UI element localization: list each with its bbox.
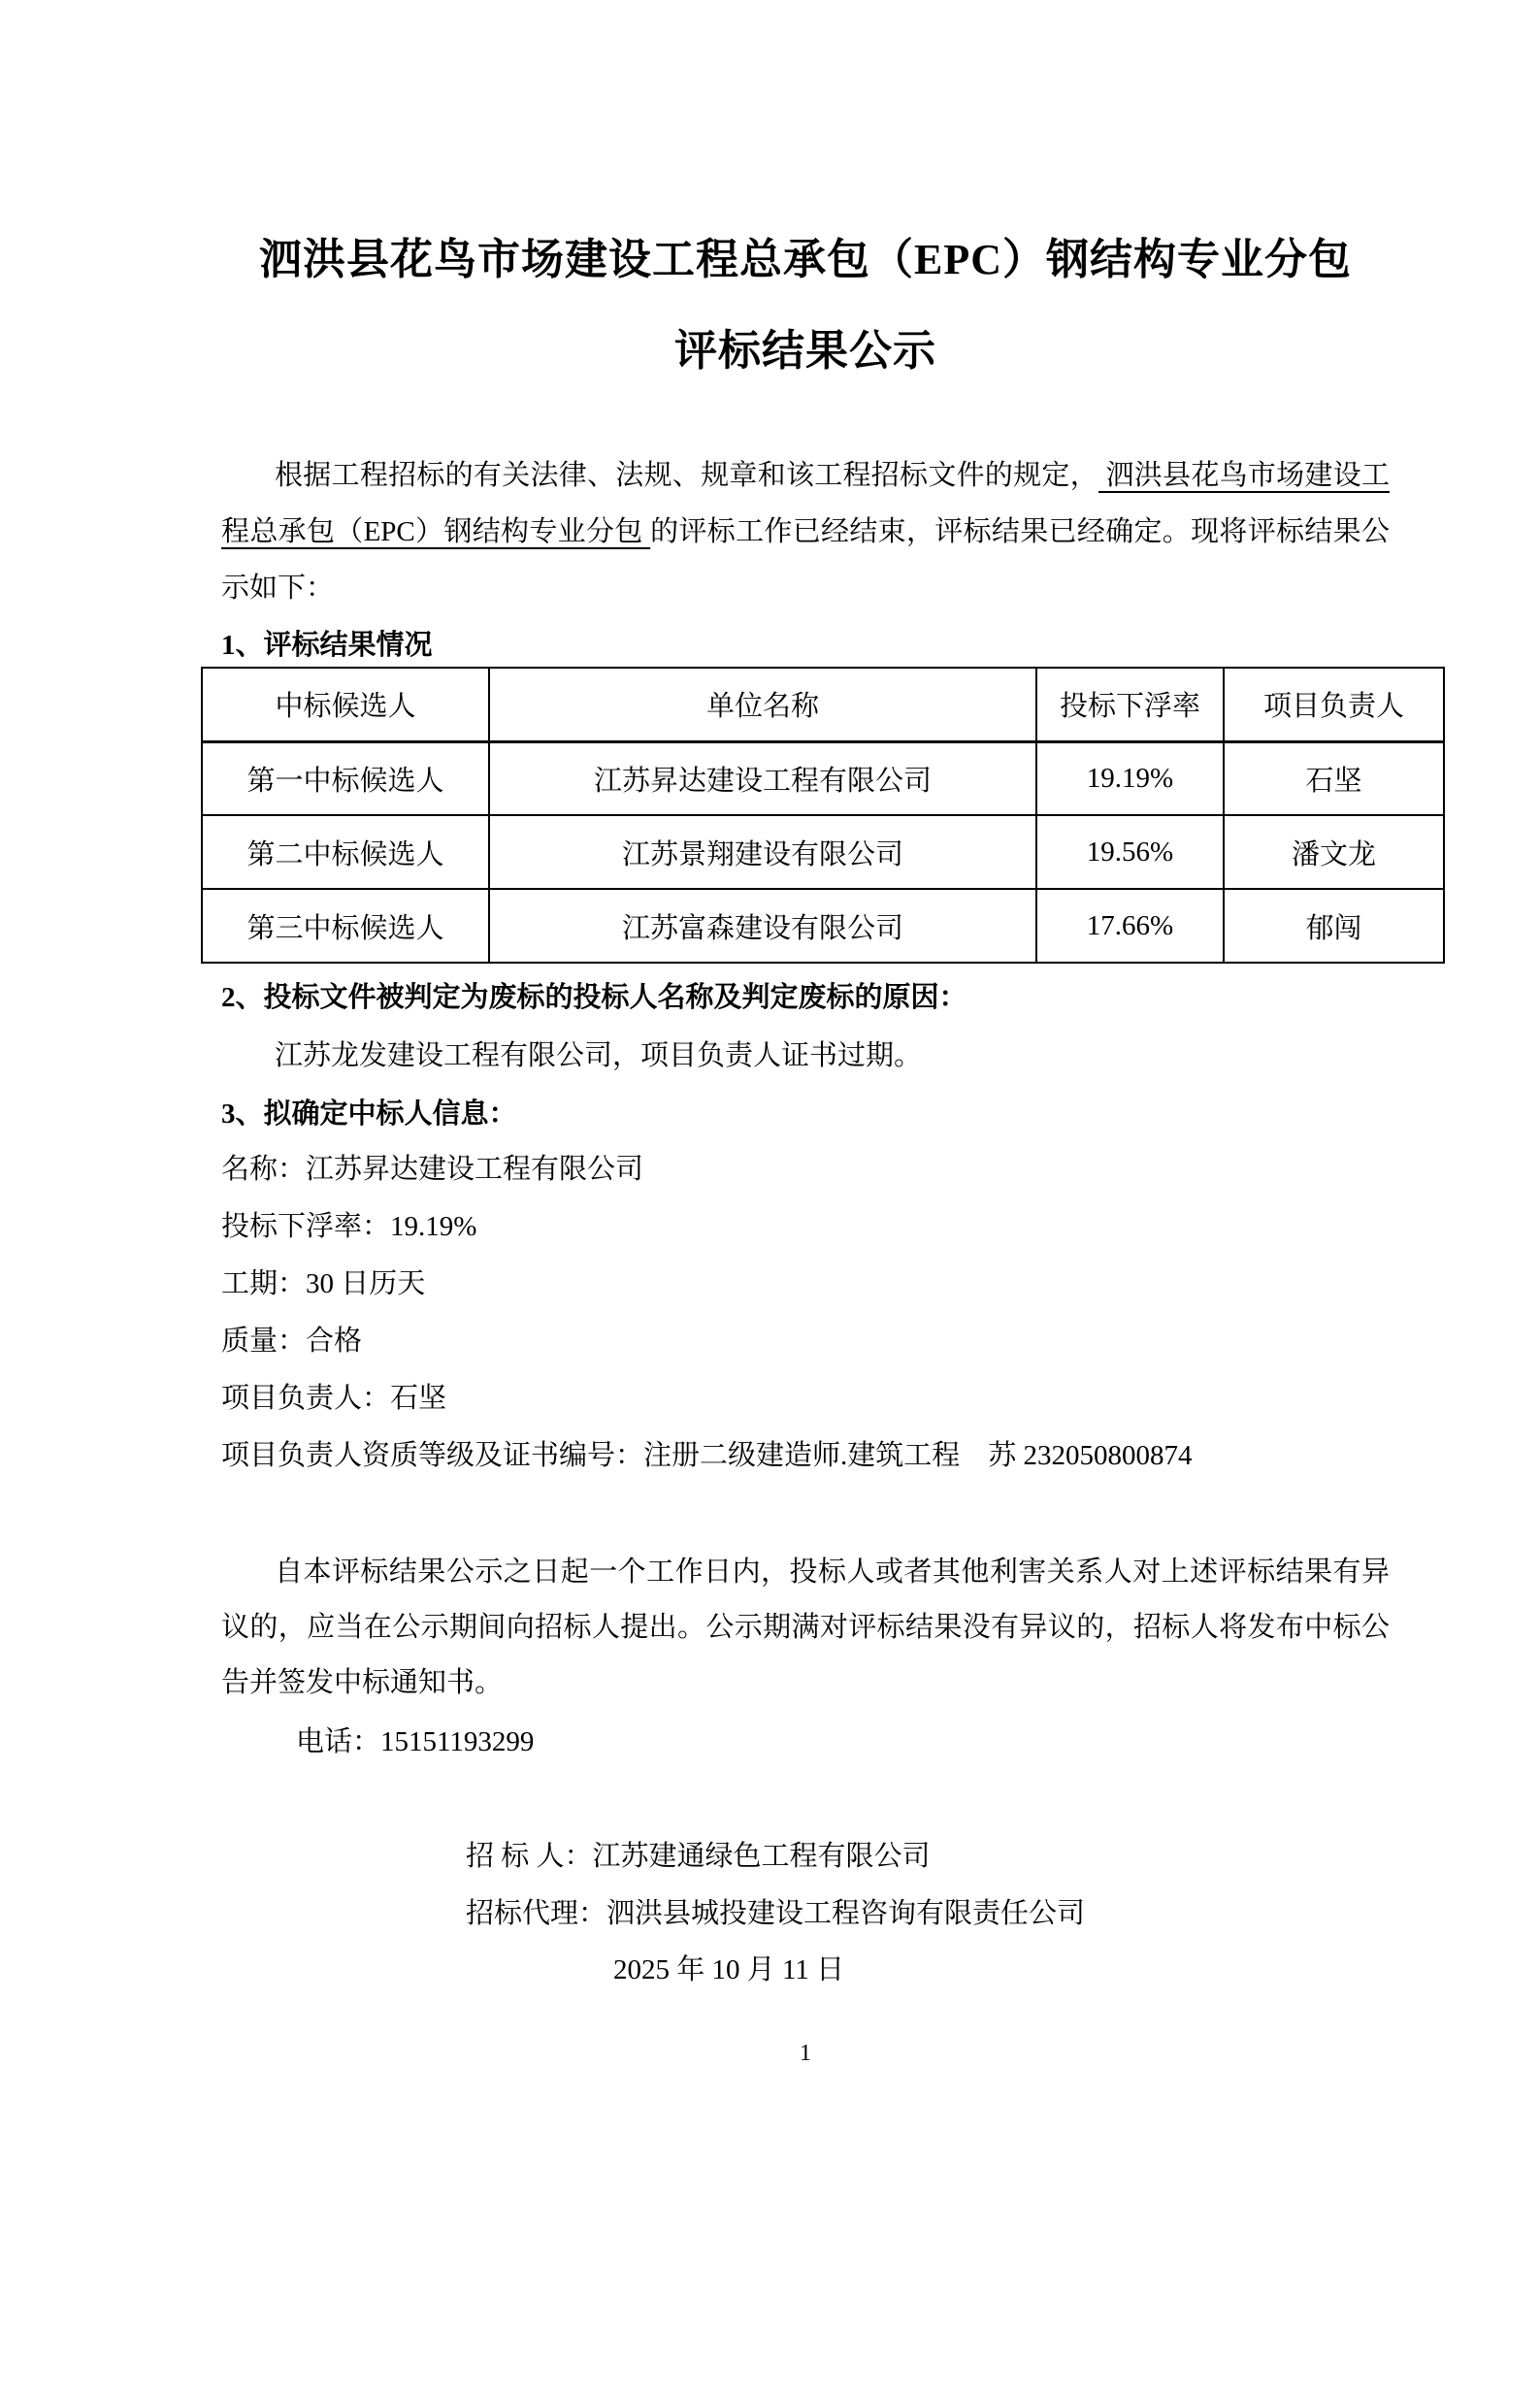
winner-quality-line: 质量：合格	[221, 1326, 363, 1357]
table-cell-discount-rate: 19.19%	[1036, 741, 1224, 815]
table-row	[202, 815, 1444, 889]
table-row	[202, 741, 1444, 815]
table-header-row	[202, 668, 1444, 741]
date-line: 2025 年 10 月 11 日	[613, 1954, 845, 1985]
table-cell-discount-rate: 19.56%	[1036, 815, 1224, 889]
intro-text-underlined: 泗洪县花鸟市场建设工程总承包（EPC）钢结构专业分包	[221, 460, 1390, 547]
section1-heading: 1、评标结果情况	[221, 630, 433, 661]
table-cell-discount-rate: 17.66%	[1036, 889, 1224, 963]
table-cell-project-manager: 郁闯	[1224, 889, 1444, 963]
document-title-line1: 泗洪县花鸟市场建设工程总承包（EPC）钢结构专业分包	[259, 236, 1352, 283]
column-header-discount-rate: 投标下浮率	[1036, 668, 1224, 741]
table-cell-candidate: 第二中标候选人	[202, 815, 489, 889]
winner-certificate-line: 项目负责人资质等级及证书编号：注册二级建造师.建筑工程 苏 232050800874	[221, 1440, 1193, 1471]
intro-text-pre: 根据工程招标的有关法律、法规、规章和该工程招标文件的规定，	[275, 460, 1098, 491]
column-header-company: 单位名称	[489, 668, 1036, 741]
table-cell-project-manager: 潘文龙	[1224, 815, 1444, 889]
winner-name-line: 名称：江苏昇达建设工程有限公司	[221, 1154, 644, 1185]
section3-heading: 3、拟确定中标人信息：	[221, 1098, 517, 1130]
table-cell-company: 江苏昇达建设工程有限公司	[489, 741, 1036, 815]
table-cell-candidate: 第三中标候选人	[202, 889, 489, 963]
winner-project-manager-line: 项目负责人：石坚	[221, 1383, 447, 1414]
results-table	[201, 667, 1445, 964]
winner-discount-rate-line: 投标下浮率：19.19%	[221, 1211, 477, 1242]
winner-duration-line: 工期：30 日历天	[221, 1268, 426, 1299]
agency-line: 招标代理：泗洪县城投建设工程咨询有限责任公司	[466, 1898, 1086, 1929]
contact-phone-line: 电话：15151193299	[296, 1726, 535, 1757]
document-title	[221, 214, 1390, 397]
document-title-line2: 评标结果公示	[674, 327, 936, 375]
objection-notice-paragraph: 自本评标结果公示之日起一个工作日内，投标人或者其他利害关系人对上述评标结果有异议的，应当在公示期间向招标人提出。公示期满对评标结果没有异议的，招标人将发布中标公告并签发中标通知书。	[221, 1557, 1390, 1698]
winner-info-list	[221, 1141, 1390, 1485]
table-cell-company: 江苏富森建设有限公司	[489, 889, 1036, 963]
tenderer-line: 招 标 人：江苏建通绿色工程有限公司	[466, 1841, 931, 1872]
column-header-candidate: 中标候选人	[202, 668, 489, 741]
section2-heading: 2、投标文件被判定为废标的投标人名称及判定废标的原因：	[221, 982, 967, 1013]
table-cell-project-manager: 石坚	[1224, 741, 1444, 815]
intro-paragraph	[221, 447, 1390, 616]
table-cell-company: 江苏景翔建设有限公司	[489, 815, 1036, 889]
table-row	[202, 889, 1444, 963]
document-content	[0, 214, 1540, 2069]
page-number: 1	[800, 2041, 811, 2066]
table-cell-candidate: 第一中标候选人	[202, 741, 489, 815]
document-page	[0, 214, 1540, 2393]
column-header-project-manager: 项目负责人	[1224, 668, 1444, 741]
signature-block	[221, 1828, 1390, 1998]
section2-content: 江苏龙发建设工程有限公司，项目负责人证书过期。	[275, 1040, 923, 1071]
intro-text-post: 的评标工作已经结束，评标结果已经确定。现将评标结果公示如下：	[221, 516, 1390, 604]
